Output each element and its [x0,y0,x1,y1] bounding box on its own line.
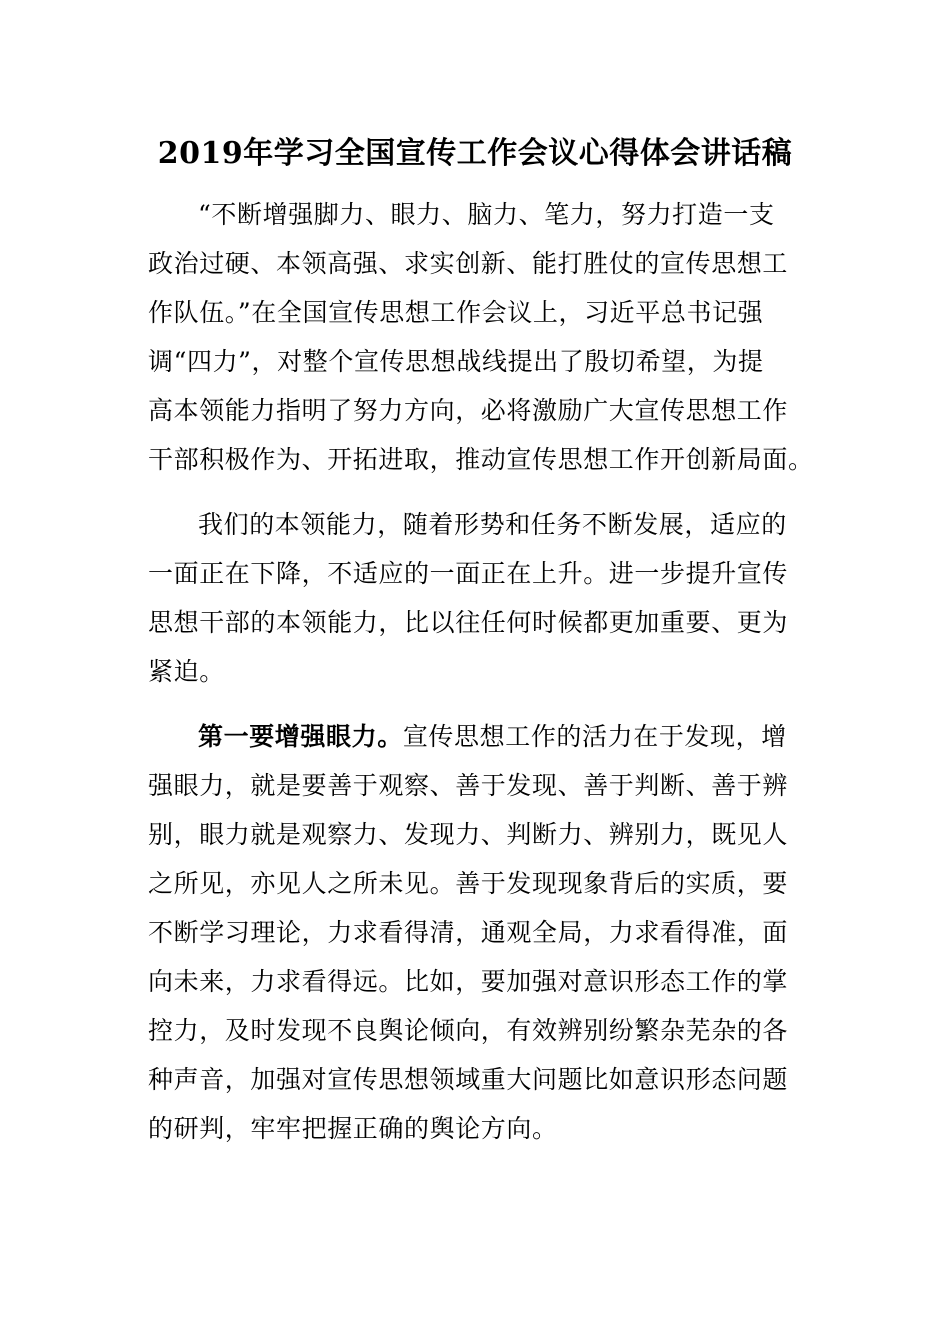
paragraph-line: 控力，及时发现不良舆论倾向，有效辨别纷繁杂芜杂的各 [148,1016,789,1045]
paragraph-line: 政治过硬、本领高强、求实创新、能打胜仗的宣传思想工 [148,249,789,278]
paragraph-line: “不断增强脚力、眼力、脑力、笔力，努力打造一支 [198,200,775,229]
paragraph-line: 强眼力，就是要善于观察、善于发现、善于判断、善于辨 [148,771,789,800]
document-title: 2019年学习全国宣传工作会议心得体会讲话稿 [157,136,793,171]
paragraph-line-text: 宣传思想工作的活力在于发现，增 [402,722,787,751]
paragraph-line: 之所见，亦见人之所未见。善于发现现象背后的实质，要 [148,869,789,898]
paragraph-line: 种声音，加强对宣传思想领域重大问题比如意识形态问题 [148,1065,789,1094]
paragraph-line: 高本领能力指明了努力方向，必将激励广大宣传思想工作 [148,396,789,425]
paragraph-line: 调“四力”，对整个宣传思想战线提出了殷切希望，为提 [148,347,764,376]
paragraph-line: 紧迫。 [148,657,225,686]
paragraph-line: 我们的本领能力，随着形势和任务不断发展，适应的 [198,510,787,539]
paragraph-line: 干部积极作为、开拓进取，推动宣传思想工作开创新局面。 [148,445,814,474]
paragraph-line: 向未来，力求看得远。比如，要加强对意识形态工作的掌 [148,967,789,996]
paragraph-lead-heading: 第一要增强眼力。 [198,722,403,751]
paragraph-line: 别，眼力就是观察力、发现力、判断力、辨别力，既见人 [148,820,789,849]
paragraph-line: 思想干部的本领能力，比以往任何时候都更加重要、更为 [148,608,789,637]
paragraph-intro [148,190,814,484]
paragraph-line-with-lead [148,712,808,761]
paragraph-line: 不断学习理论，力求看得清，通观全局，力求看得准，面 [148,918,789,947]
paragraph-line: 一面正在下降，不适应的一面正在上升。进一步提升宣传 [148,559,789,588]
paragraph-ability [148,500,808,696]
paragraph-eyesight [148,712,808,1153]
paragraph-line: 作队伍。”在全国宣传思想工作会议上，习近平总书记强 [148,298,764,327]
paragraph-line: 的研判，牢牢把握正确的舆论方向。 [148,1114,558,1143]
